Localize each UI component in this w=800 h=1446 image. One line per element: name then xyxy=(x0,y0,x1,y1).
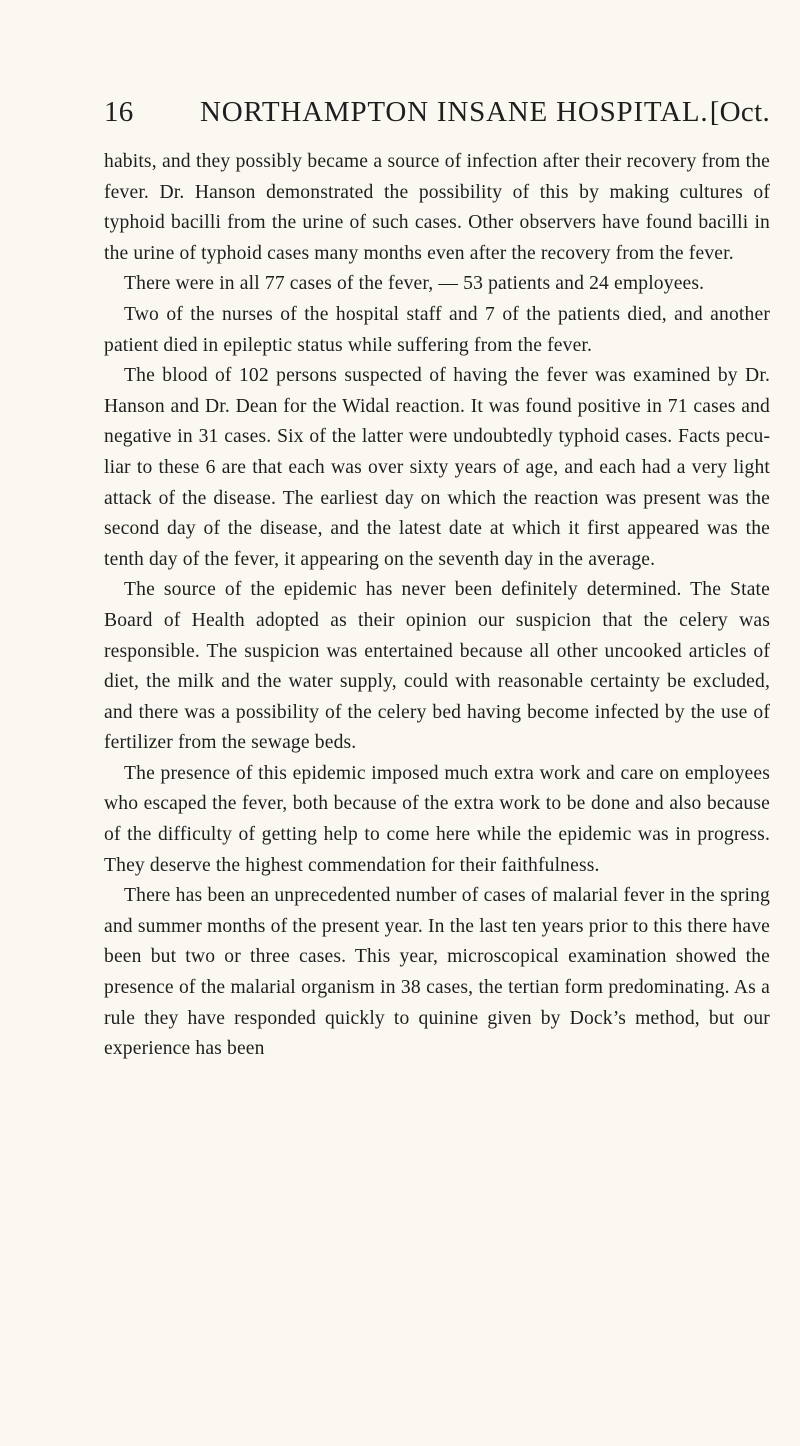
paragraph-deaths: Two of the nurses of the hospital staff and 7 of the patients died, and another patient died in epileptic status while suffering from the fever. xyxy=(104,303,770,356)
page-number: 16 xyxy=(104,96,134,128)
paragraph-continued: habits, and they possibly became a source of infection after their recovery from the fever. Dr. Hanson demonstrated the possibility of this by making cultures of typhoid bacilli from the urine of such cases. Other observers have found bacilli in the urine of typhoid cases many months even after the recovery from the fever. xyxy=(104,151,770,264)
paragraph-malarial-fever: There has been an unprecedented number of cases of malarial fever in the spring and summer months of the present year. In the last ten years prior to this there have been but two or three cases. This year, microscopical examination showed the presence of the malarial organism in 38 cases, the tertian form predominating. As a rule they have responded quickly to quinine given by Dock’s method, but our experience has been xyxy=(104,885,770,1060)
paragraph-epidemic-source: The source of the epidemic has never been definitely determined. The State Board of Health adopted as their opinion our suspicion that the celery was responsible. The suspicion was entertained because all other uncooked articles of diet, the milk and the water supply, could with reasonable certainty be excluded, and there was a possibility of the celery bed having become infected by the use of fertilizer from the sewage beds. xyxy=(104,579,770,754)
paragraph-widal-reaction: The blood of 102 persons suspected of having the fever was examined by Dr. Hanson and Dr. Dean for the Widal reaction. It was found positive in 71 cases and negative in 31 cases. Six of the latter were undoubtedly typhoid cases. Facts peculiar to these 6 are that each was over sixty years of age, and each had a very light attack of the disease. The earliest day on which the reaction was present was the second day of the disease, and the latest date at which it first appeared was the tenth day of the fever, it appearing on the seventh day in the average. xyxy=(104,365,770,570)
body-text xyxy=(104,147,770,1065)
running-title: NORTHAMPTON INSANE HOSPITAL. xyxy=(200,96,709,128)
paragraph-case-count: There were in all 77 cases of the fever, — 53 patients and 24 employees. xyxy=(124,273,705,295)
paragraph-employee-commendation: The presence of this epidemic imposed much extra work and care on employees who escaped the fever, both because of the extra work to be done and also because of the difficulty of getting help to come here while the epidemic was in progress. They deserve the highest commendation for their faithfulness. xyxy=(104,762,770,876)
running-head xyxy=(104,92,770,132)
running-date: [Oct. xyxy=(709,96,770,128)
